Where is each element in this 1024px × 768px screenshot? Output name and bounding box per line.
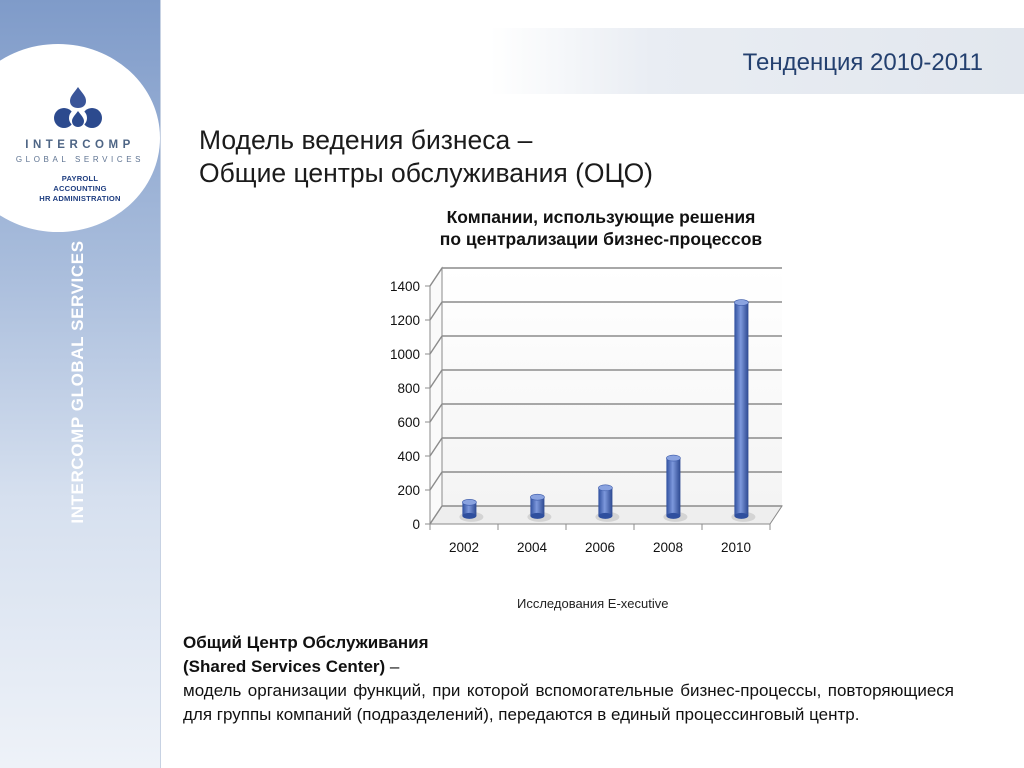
chart-title-line-2: по централизации бизнес-процессов <box>439 229 763 249</box>
chart-title <box>370 206 832 250</box>
chart-title-line-1: Компании, использующие решения <box>446 207 756 227</box>
logo-circle <box>0 44 160 232</box>
intercomp-logo-icon <box>40 85 116 133</box>
logo-subtitle: GLOBAL SERVICES <box>15 155 145 164</box>
heading-line-2: Общие центры обслуживания (ОЦО) <box>199 158 654 188</box>
page-heading <box>199 124 653 190</box>
slide-title: Тенденция 2010-2011 <box>742 49 983 76</box>
y-tick-label: 400 <box>397 449 420 464</box>
definition-term: Общий Центр Обслуживания <box>183 633 429 652</box>
logo-line-hr: HR ADMINISTRATION <box>39 194 121 203</box>
y-tick-label: 1400 <box>389 279 420 294</box>
bar-chart <box>370 262 800 562</box>
x-tick-label: 2008 <box>652 540 684 555</box>
vertical-brand-text: INTERCOMP GLOBAL SERVICES <box>68 240 87 524</box>
y-tick-label: 600 <box>397 415 420 430</box>
definition-text: модель организации функций, при которой вспомогательные бизнес-процессы, повторяющиеся для группы компаний (подразделений), передаются в единый процессинговый центр. <box>183 681 954 724</box>
x-tick-label: 2010 <box>720 540 752 555</box>
x-tick-label: 2006 <box>584 540 616 555</box>
heading-line-1: Модель ведения бизнеса – <box>199 125 533 155</box>
source-note: Исследования E-xecutive <box>517 596 669 611</box>
y-tick-label: 1200 <box>389 313 420 328</box>
logo-wordmark: INTERCOMP <box>25 139 135 151</box>
sidebar <box>0 0 161 768</box>
logo-line-payroll: PAYROLL <box>61 174 99 183</box>
y-tick-label: 1000 <box>389 347 420 362</box>
y-tick-label: 200 <box>397 483 420 498</box>
definition-dash: – <box>385 657 400 676</box>
x-tick-label: 2002 <box>448 540 480 555</box>
definition-term-en: (Shared Services Center) <box>183 657 386 676</box>
definition-term-en-line <box>183 655 954 679</box>
y-tick-label: 800 <box>397 381 420 396</box>
x-tick-label: 2004 <box>516 540 548 555</box>
y-tick-label: 0 <box>412 517 420 532</box>
definition-block <box>183 631 954 727</box>
logo-line-accounting: ACCOUNTING <box>53 184 107 193</box>
